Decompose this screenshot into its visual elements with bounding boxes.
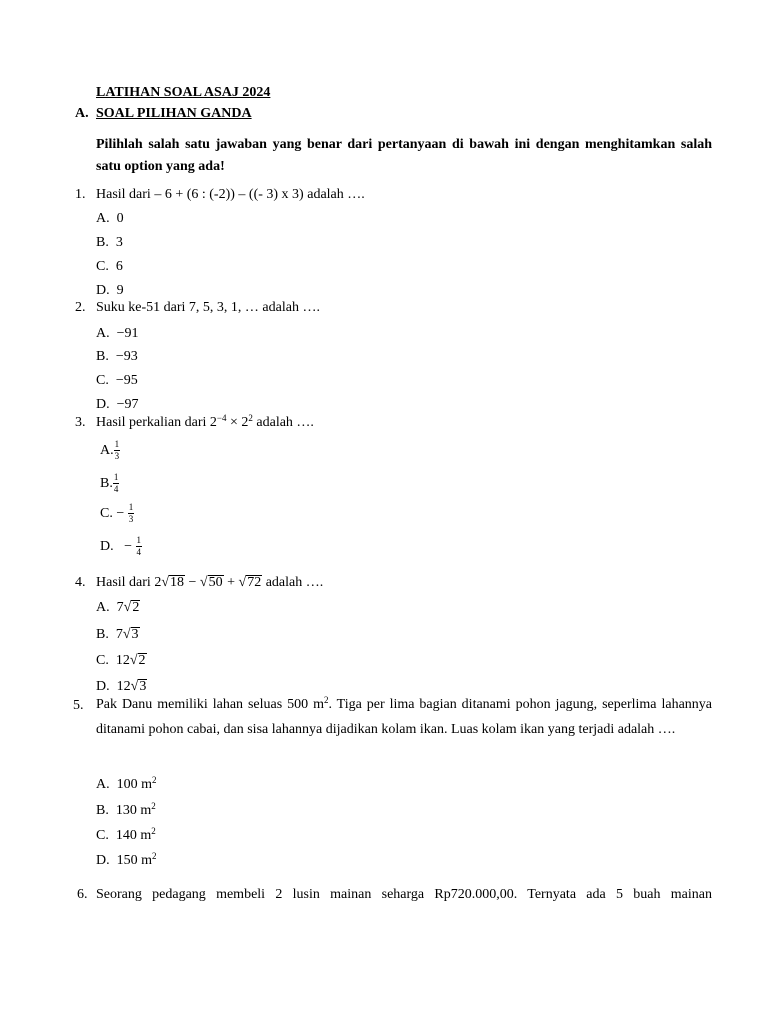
option-text: 9 <box>116 283 124 298</box>
question-number: 5. <box>73 698 84 713</box>
coefficient: 7 <box>115 627 123 642</box>
radicand: 72 <box>247 575 262 590</box>
coefficient: 7 <box>116 600 124 615</box>
q3-option-c[interactable] <box>100 500 134 528</box>
radical-sign: √ <box>238 575 247 590</box>
q5-option-a[interactable] <box>96 777 157 793</box>
question-5-text <box>96 692 712 742</box>
question-text-part: Hasil dari 2 <box>96 575 162 590</box>
option-letter: A. <box>96 326 110 341</box>
exponent: 2 <box>151 801 156 811</box>
coefficient: 12 <box>115 653 130 668</box>
q1-option-d[interactable] <box>96 283 124 299</box>
numerator: 1 <box>128 502 134 513</box>
q5-option-c[interactable] <box>96 828 156 844</box>
radical-sign: √ <box>123 600 132 615</box>
denominator: 4 <box>136 547 142 558</box>
q2-option-b[interactable] <box>96 349 138 365</box>
q4-option-b[interactable] <box>96 627 140 643</box>
option-letter: D. <box>96 679 110 694</box>
question-2-text: Suku ke-51 dari 7, 5, 3, 1, … adalah …. <box>96 300 320 315</box>
q2-option-d[interactable] <box>96 397 139 413</box>
fraction <box>136 535 143 558</box>
radical-sign: √ <box>199 575 208 590</box>
option-value: 100 <box>116 777 138 792</box>
exponent: 2 <box>152 775 157 785</box>
radical-sign: √ <box>129 653 138 668</box>
question-text-part: × 2 <box>226 415 249 430</box>
option-letter: D. <box>96 853 110 868</box>
unit: m <box>140 828 152 843</box>
question-4-text <box>96 575 323 591</box>
option-letter: C. <box>96 653 109 668</box>
question-text-part: adalah …. <box>262 575 324 590</box>
option-text: −91 <box>116 326 139 341</box>
option-letter: B. <box>96 235 109 250</box>
option-letter: A. <box>96 600 110 615</box>
denominator: 4 <box>113 484 119 495</box>
option-letter: B. <box>96 627 109 642</box>
option-text: −95 <box>115 373 138 388</box>
radicand: 50 <box>208 575 223 590</box>
section-title: SOAL PILIHAN GANDA <box>96 106 252 121</box>
radicand: 2 <box>132 600 140 615</box>
option-letter: C. <box>96 828 109 843</box>
question-6-text: Seorang pedagang membeli 2 lusin mainan seharga Rp720.000,00. Ternyata ada 5 buah mainan <box>96 887 712 902</box>
radicand: 3 <box>131 627 139 642</box>
q1-option-c[interactable] <box>96 259 123 275</box>
denominator: 3 <box>114 451 120 462</box>
question-number: 3. <box>75 415 86 430</box>
question-text-part: Hasil perkalian dari 2 <box>96 415 217 430</box>
radical-sign: √ <box>161 575 170 590</box>
exponent: 2 <box>151 826 156 836</box>
fraction <box>114 439 121 462</box>
exponent: 2 <box>248 413 253 423</box>
numerator: 1 <box>113 472 119 483</box>
radical-sign: √ <box>130 679 139 694</box>
q3-option-a[interactable] <box>100 437 120 465</box>
q5-option-b[interactable] <box>96 803 156 819</box>
q2-option-c[interactable] <box>96 373 138 389</box>
option-letter: A. <box>96 211 110 226</box>
q4-option-c[interactable] <box>96 653 147 669</box>
question-number: 1. <box>75 187 86 202</box>
option-letter: C. <box>96 373 109 388</box>
unit: m <box>140 803 152 818</box>
option-letter: A. <box>96 777 110 792</box>
q3-option-d[interactable] <box>100 533 142 561</box>
numerator: 1 <box>136 535 142 546</box>
option-value: 130 <box>115 803 137 818</box>
question-3-text <box>96 415 314 431</box>
q2-option-a[interactable] <box>96 326 139 342</box>
question-number: 4. <box>75 575 86 590</box>
option-text: −97 <box>116 397 139 412</box>
q3-option-b[interactable] <box>100 470 119 498</box>
option-letter: C. <box>100 506 113 521</box>
operator: + <box>223 575 239 590</box>
radicand: 3 <box>139 679 147 694</box>
fraction <box>113 472 120 495</box>
option-value: 150 <box>116 853 138 868</box>
exponent: 2 <box>323 695 329 705</box>
option-letter: A. <box>100 443 114 458</box>
operator: − <box>185 575 200 590</box>
exponent: −4 <box>216 413 227 423</box>
option-letter: D. <box>96 397 110 412</box>
radicand: 2 <box>138 653 146 668</box>
question-text-part: Pak Danu memiliki lahan seluas 500 m <box>96 697 324 712</box>
question-number: 2. <box>75 300 86 315</box>
option-letter: B. <box>100 476 113 491</box>
denominator: 3 <box>128 514 134 525</box>
option-value: 140 <box>115 828 137 843</box>
q4-option-a[interactable] <box>96 600 140 616</box>
coefficient: 12 <box>116 679 131 694</box>
option-letter: D. <box>96 283 110 298</box>
option-text: 3 <box>115 235 123 250</box>
radical-sign: √ <box>122 627 131 642</box>
unit: m <box>141 777 153 792</box>
q1-option-a[interactable] <box>96 211 124 227</box>
unit: m <box>141 853 153 868</box>
question-text-part: adalah …. <box>252 415 314 430</box>
option-text: 0 <box>116 211 124 226</box>
question-number: 6. <box>77 887 88 902</box>
option-letter: B. <box>96 803 109 818</box>
section-letter: A. <box>75 106 89 121</box>
q1-option-b[interactable] <box>96 235 123 251</box>
option-text: 6 <box>115 259 123 274</box>
fraction <box>128 502 135 525</box>
question-text-part: . Tiga per lima bagian ditanami pohon jagung, seperlima lahannya ditanami pohon cabai, dan sisa lahannya dijadikan kolam ikan. Luas kolam ikan yang terjadi adalah …. <box>96 697 713 737</box>
radicand: 18 <box>170 575 185 590</box>
exponent: 2 <box>152 851 157 861</box>
option-text: −93 <box>115 349 138 364</box>
minus-sign: − <box>116 506 125 521</box>
exam-title: LATIHAN SOAL ASAJ 2024 <box>96 85 271 100</box>
option-letter: C. <box>96 259 109 274</box>
option-letter: D. <box>100 539 114 554</box>
option-letter: B. <box>96 349 109 364</box>
numerator: 1 <box>114 439 120 450</box>
q5-option-d[interactable] <box>96 853 157 869</box>
instruction-text: Pilihlah salah satu jawaban yang benar dari pertanyaan di bawah ini dengan menghitamkan salah satu option yang ada! <box>96 137 712 174</box>
question-1-text: Hasil dari – 6 + (6 : (-2)) – ((- 3) x 3) adalah …. <box>96 187 365 202</box>
minus-sign: − <box>124 539 133 554</box>
